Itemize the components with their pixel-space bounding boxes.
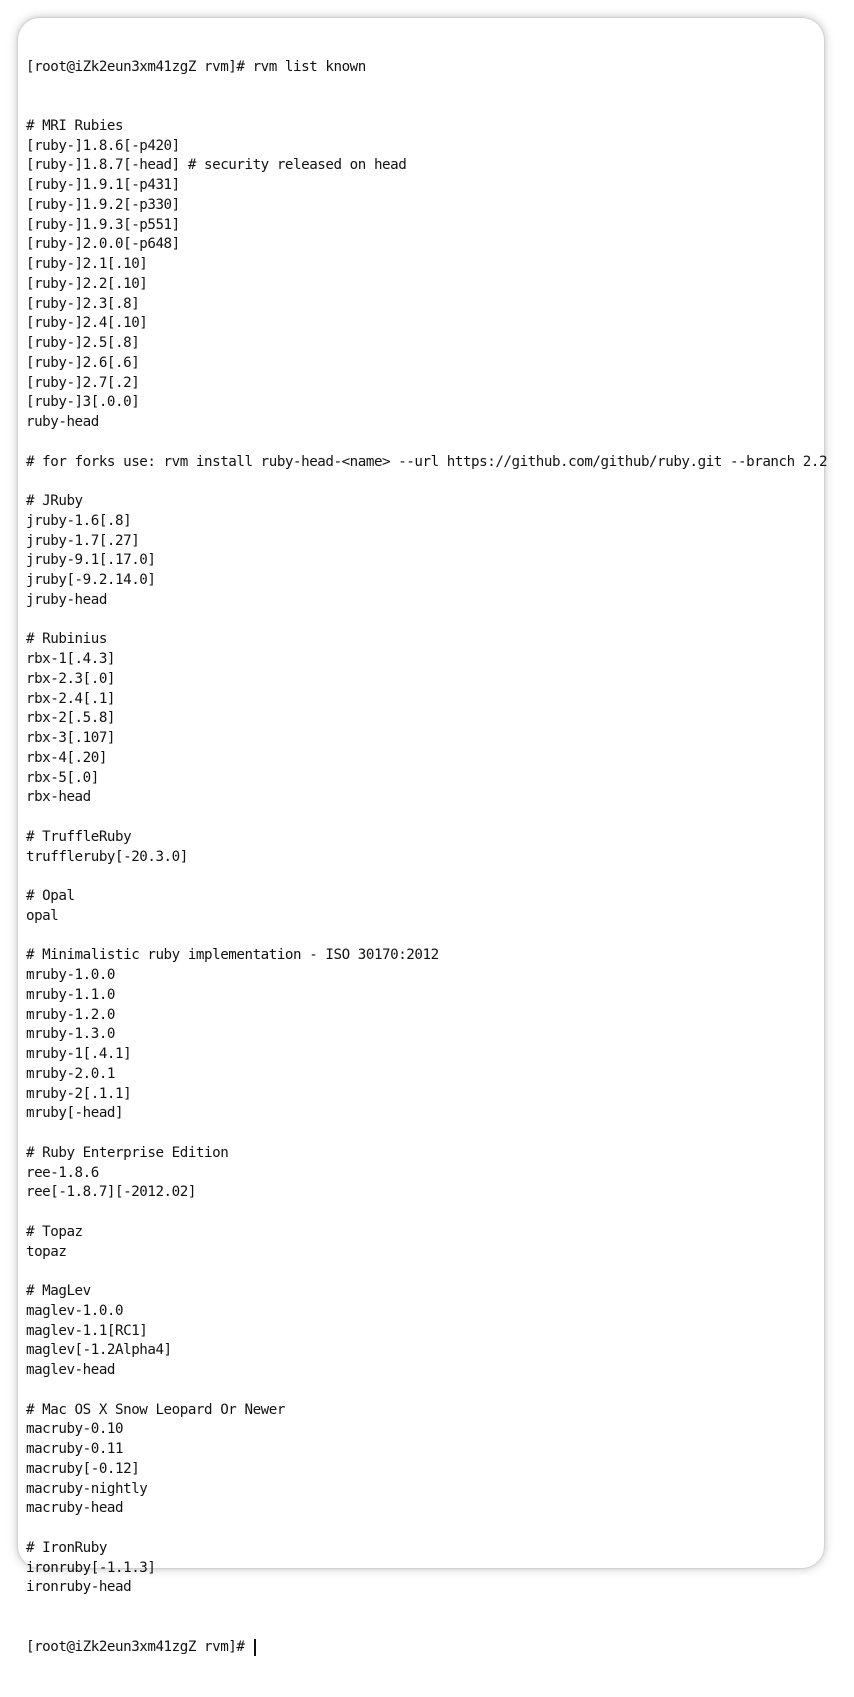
- version-line: [ruby-]2.2[.10]: [26, 275, 148, 292]
- blank-line: [26, 1381, 820, 1401]
- version-line: [ruby-]2.1[.10]: [26, 256, 148, 272]
- terminal-output: [26, 18, 828, 1697]
- prompt-text: [root@iZk2eun3xm41zgZ rvm]#: [26, 1638, 253, 1655]
- text-cursor: [254, 1639, 256, 1656]
- version-line: macruby-0.11: [26, 1441, 124, 1457]
- section-comment-line: # for forks use: rvm install ruby-head-<name> --url https://github.com/github/ruby.git --branch 2.2: [26, 453, 828, 470]
- version-line: jruby[-9.2.14.0]: [26, 572, 156, 588]
- version-line: rbx-4[.20]: [26, 749, 107, 766]
- version-line: [ruby-]1.9.1[-p431]: [26, 177, 180, 193]
- version-line: mruby-1.2.0: [26, 1006, 116, 1023]
- version-line: maglev-1.1[RC1]: [26, 1322, 148, 1339]
- section-comment-line: # TruffleRuby: [26, 828, 132, 845]
- version-line: mruby-1[.4.1]: [26, 1046, 132, 1062]
- version-line: [ruby-]2.4[.10]: [26, 315, 148, 332]
- version-line: [ruby-]2.7[.2]: [26, 374, 140, 391]
- version-line: rbx-2[.5.8]: [26, 710, 116, 727]
- section-comment-line: # MagLev: [26, 1283, 91, 1299]
- version-line: rbx-1[.4.3]: [26, 651, 116, 667]
- version-line: macruby-nightly: [26, 1480, 148, 1497]
- blank-line: [26, 1262, 820, 1282]
- version-line: truffleruby[-20.3.0]: [26, 848, 188, 865]
- version-line: rbx-3[.107]: [26, 730, 116, 746]
- version-line: maglev[-1.2Alpha4]: [26, 1342, 172, 1359]
- version-line: [ruby-]2.5[.8]: [26, 335, 140, 351]
- version-line: jruby-1.7[.27]: [26, 532, 140, 549]
- command-line: [root@iZk2eun3xm41zgZ rvm]# rvm list known: [26, 58, 366, 75]
- section-comment-line: # JRuby: [26, 493, 83, 509]
- output-lines: [26, 117, 828, 1598]
- version-line: opal: [26, 907, 59, 924]
- version-line: ree[-1.8.7][-2012.02]: [26, 1184, 196, 1201]
- version-line: mruby-2[.1.1]: [26, 1085, 132, 1102]
- version-line: maglev-1.0.0: [26, 1302, 124, 1319]
- version-line: rbx-5[.0]: [26, 769, 99, 786]
- blank-line: [26, 1203, 820, 1223]
- version-line: mruby-1.3.0: [26, 1026, 116, 1043]
- section-comment-line: # Ruby Enterprise Edition: [26, 1144, 229, 1161]
- blank-line: [26, 472, 820, 492]
- version-line: macruby-head: [26, 1500, 124, 1517]
- blank-line: [26, 927, 820, 947]
- version-line: [ruby-]2.0.0[-p648]: [26, 236, 180, 253]
- version-line: [ruby-]2.3[.8]: [26, 295, 140, 312]
- version-line: [ruby-]1.8.7[-head] # security released on head: [26, 157, 407, 174]
- terminal-window[interactable]: [18, 18, 828, 1655]
- version-line: rbx-head: [26, 789, 91, 806]
- version-line: mruby-1.1.0: [26, 986, 116, 1003]
- version-line: [ruby-]3[.0.0]: [26, 394, 140, 411]
- version-line: [ruby-]1.8.6[-p420]: [26, 137, 180, 154]
- version-line: ironruby-head: [26, 1579, 132, 1596]
- blank-line: [26, 433, 820, 453]
- version-line: rbx-2.4[.1]: [26, 690, 116, 707]
- version-line: jruby-1.6[.8]: [26, 512, 132, 529]
- section-comment-line: # Topaz: [26, 1223, 83, 1240]
- blank-line: [26, 611, 820, 631]
- version-line: rbx-2.3[.0]: [26, 670, 116, 687]
- version-line: jruby-head: [26, 591, 107, 608]
- shell-prompt[interactable]: [26, 1638, 820, 1658]
- version-line: maglev-head: [26, 1362, 116, 1378]
- version-line: mruby-1.0.0: [26, 967, 116, 983]
- version-line: [ruby-]2.6[.6]: [26, 354, 140, 371]
- section-comment-line: # IronRuby: [26, 1539, 107, 1556]
- section-comment-line: # Rubinius: [26, 631, 107, 648]
- blank-line: [26, 1124, 820, 1144]
- version-line: mruby[-head]: [26, 1105, 124, 1122]
- version-line: [ruby-]1.9.2[-p330]: [26, 196, 180, 213]
- version-line: topaz: [26, 1243, 67, 1260]
- version-line: macruby[-0.12]: [26, 1460, 140, 1477]
- section-comment-line: # Minimalistic ruby implementation - ISO 30170:2012: [26, 947, 439, 964]
- version-line: ruby-head: [26, 414, 99, 430]
- section-comment-line: # Opal: [26, 888, 75, 904]
- version-line: jruby-9.1[.17.0]: [26, 552, 156, 569]
- section-comment-line: # MRI Rubies: [26, 117, 124, 134]
- version-line: ree-1.8.6: [26, 1164, 99, 1181]
- version-line: macruby-0.10: [26, 1421, 124, 1438]
- section-comment-line: # Mac OS X Snow Leopard Or Newer: [26, 1401, 285, 1418]
- version-line: mruby-2.0.1: [26, 1065, 116, 1082]
- blank-line: [26, 867, 820, 887]
- version-line: [ruby-]1.9.3[-p551]: [26, 216, 180, 233]
- version-line: ironruby[-1.1.3]: [26, 1559, 156, 1576]
- blank-line: [26, 1519, 820, 1539]
- blank-line: [26, 808, 820, 828]
